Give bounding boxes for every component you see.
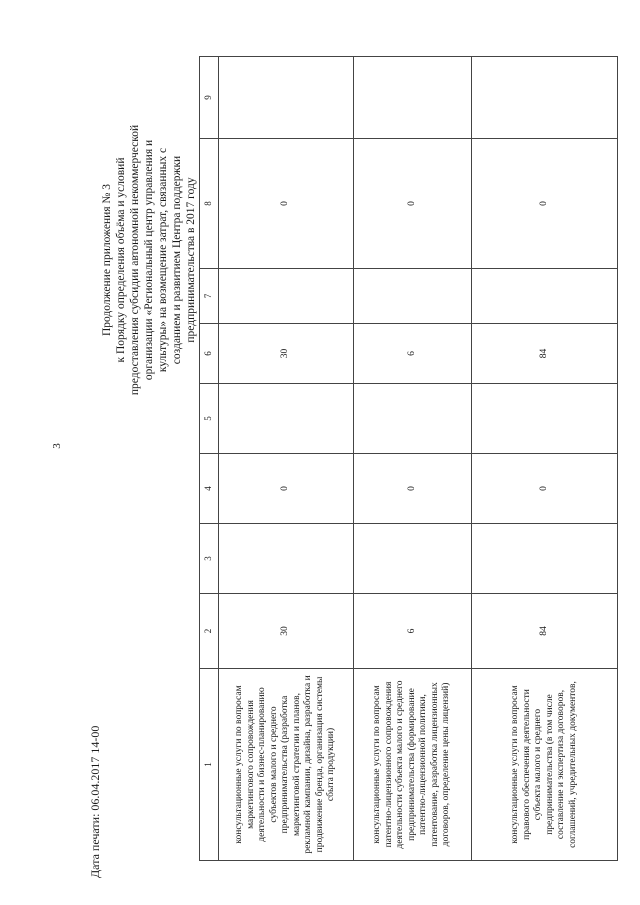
table-cell: 6 [354,594,472,669]
service-description: консультационные услуги по вопросам правового обеспечения деятельности субъекта малого и среднего предпринимательства (в том числе составление и экспертиза договоров, соглашений, учредительных документов, [472,669,618,861]
column-header: 1 [200,669,219,861]
table-cell: 0 [472,454,618,524]
table-cell [219,524,354,594]
caption-line: к Порядку определения объёма и условий [115,157,127,363]
column-header: 8 [200,139,219,269]
service-description: консультационные услуги по вопросам патентно-лицензионного сопровождения деятельности субъекта малого и среднего предпринимательства (формирование патентно-лицензионной политики, патентование, разработка лицензионных договоров, определение цены лицензий) [354,669,472,861]
table-cell [219,269,354,324]
table-cell [219,57,354,139]
caption-line: предпринимательства в 2017 году [185,177,197,343]
column-header: 6 [200,324,219,384]
table-cell: 0 [472,139,618,269]
table-row [219,57,354,861]
table-cell [472,384,618,454]
table-cell [219,384,354,454]
table-cell: 84 [472,324,618,384]
column-header: 4 [200,454,219,524]
table-cell: 30 [219,324,354,384]
table-cell: 0 [219,454,354,524]
column-header: 3 [200,524,219,594]
table-cell [354,384,472,454]
column-header: 9 [200,57,219,139]
table-cell: 0 [354,454,472,524]
caption-line: созданием и развитием Центра поддержки [171,155,183,365]
table-container [199,57,618,861]
rotated-table-frame [199,57,618,861]
table-cell [354,524,472,594]
print-date: Дата печати: 06.04.2017 14-00 [88,725,102,878]
caption-line: предоставления субсидии автономной некоммерческой [129,124,141,396]
service-description: консультационные услуги по вопросам маркетингового сопровождения деятельности и бизнес-планированию субъектов малого и среднего предпринимательства (разработка маркетинговой стратегии и планов, рекламной кампании, дизайна, разработка и продвижение бренда, организация системы сбыта продукции) [219,669,354,861]
table-cell: 6 [354,324,472,384]
table-cell: 84 [472,594,618,669]
caption-line: Продолжение приложения № 3 [101,183,113,337]
column-header: 7 [200,269,219,324]
column-header: 2 [200,594,219,669]
table-cell [354,269,472,324]
column-header: 5 [200,384,219,454]
services-table [199,56,618,861]
table-cell [354,57,472,139]
table-cell [472,57,618,139]
table-cell: 30 [219,594,354,669]
table-cell [472,524,618,594]
caption-line: организации «Региональный центр управления и [143,139,155,381]
page-number: 3 [50,443,63,449]
caption-line: культуры» на возмещение затрат, связанных с [157,147,169,373]
table-cell: 0 [354,139,472,269]
table-row [472,57,618,861]
table-row [354,57,472,861]
table-cell: 0 [219,139,354,269]
table-header-row [200,57,219,861]
table-cell [472,269,618,324]
